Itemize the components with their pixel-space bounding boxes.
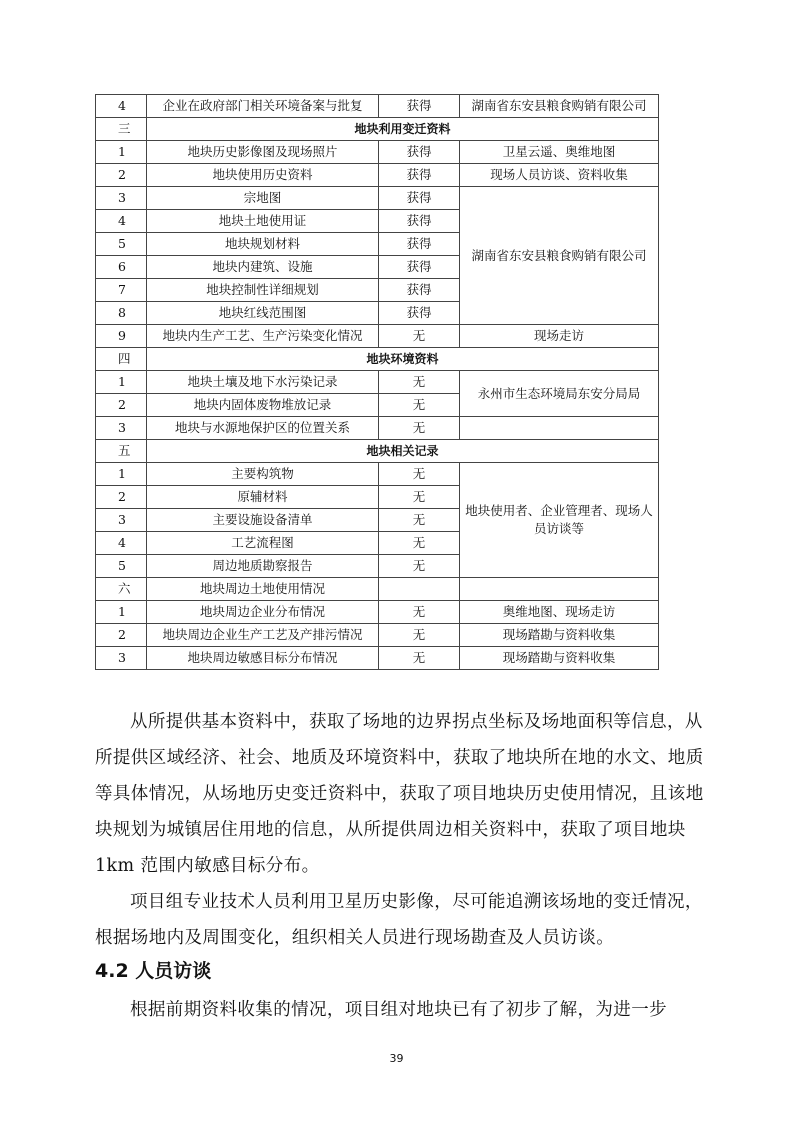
row-source: 现场走访 [460,325,659,348]
row-source: 湖南省东安县粮食购销有限公司 [460,95,659,118]
row-item: 地块与水源地保护区的位置关系 [147,417,379,440]
data-sources-table [95,94,659,670]
row-status: 无 [379,417,460,440]
body-paragraph: 从所提供基本资料中，获取了场地的边界拐点坐标及场地面积等信息，从所提供区域经济、社会、地质及环境资料中，获取了地块所在地的水文、地质等具体情况，从场地历史变迁资料中，获取了项目地块历史使用情况，且该地块规划为城镇居住用地的信息，从所提供周边相关资料中，获取了项目地块 1km 范围内敏感目标分布。 [95,712,704,876]
row-status: 无 [379,394,460,417]
row-number: 2 [96,624,147,647]
row-source: 卫星云遥、奥维地图 [460,141,659,164]
row-item: 工艺流程图 [147,532,379,555]
row-item: 地块内建筑、设施 [147,256,379,279]
row-number: 5 [96,233,147,256]
row-source: 地块使用者、企业管理者、现场人员访谈等 [460,463,659,578]
table-row [96,578,659,601]
row-status: 无 [379,624,460,647]
table-row [96,187,659,210]
row-item: 宗地图 [147,187,379,210]
row-source: 现场踏勘与资料收集 [460,647,659,670]
row-source: 奥维地图、现场走访 [460,601,659,624]
section-title: 地块环境资料 [147,348,659,371]
row-number: 2 [96,164,147,187]
row-item: 主要设施设备清单 [147,509,379,532]
row-number: 3 [96,187,147,210]
body-paragraph: 根据前期资料收集的情况，项目组对地块已有了初步了解，为进一步 [130,1000,667,1020]
row-number: 1 [96,371,147,394]
table-row [96,601,659,624]
row-status: 无 [379,555,460,578]
row-number: 4 [96,95,147,118]
row-item: 地块土地使用证 [147,210,379,233]
row-status: 无 [379,509,460,532]
table-row [96,141,659,164]
row-status: 获得 [379,141,460,164]
row-item: 地块内固体废物堆放记录 [147,394,379,417]
row-item: 地块使用历史资料 [147,164,379,187]
table-row [96,325,659,348]
row-number: 3 [96,647,147,670]
row-item: 地块历史影像图及现场照片 [147,141,379,164]
section-title: 地块利用变迁资料 [147,118,659,141]
row-number: 9 [96,325,147,348]
page-number: 39 [389,1052,404,1065]
row-number: 六 [96,578,147,601]
row-source [460,578,659,601]
row-status: 无 [379,647,460,670]
row-status: 获得 [379,233,460,256]
row-status: 获得 [379,210,460,233]
row-item: 地块周边企业分布情况 [147,601,379,624]
row-source: 湖南省东安县粮食购销有限公司 [460,187,659,325]
table-row [96,463,659,486]
row-number: 2 [96,486,147,509]
row-number: 3 [96,509,147,532]
row-number: 7 [96,279,147,302]
section-number: 五 [96,440,147,463]
row-source: 现场人员访谈、资料收集 [460,164,659,187]
section-row [96,348,659,371]
section-heading: 4.2 人员访谈 [95,960,212,982]
row-item: 地块内生产工艺、生产污染变化情况 [147,325,379,348]
table-row [96,417,659,440]
body-paragraph: 项目组专业技术人员利用卫星历史影像，尽可能追溯该场地的变迁情况，根据场地内及周围变化，组织相关人员进行现场勘查及人员访谈。 [95,892,703,948]
row-status: 无 [379,486,460,509]
row-number: 6 [96,256,147,279]
row-number: 3 [96,417,147,440]
row-item: 地块规划材料 [147,233,379,256]
row-item: 地块周边敏感目标分布情况 [147,647,379,670]
row-status: 获得 [379,95,460,118]
row-status [379,578,460,601]
section-number: 四 [96,348,147,371]
row-status: 无 [379,325,460,348]
row-item: 地块周边企业生产工艺及产排污情况 [147,624,379,647]
row-status: 无 [379,371,460,394]
row-item: 周边地质勘察报告 [147,555,379,578]
table-row [96,647,659,670]
row-status: 获得 [379,256,460,279]
row-item: 企业在政府部门相关环境备案与批复 [147,95,379,118]
section-row [96,118,659,141]
row-item: 地块红线范围图 [147,302,379,325]
row-number: 4 [96,210,147,233]
table-row [96,371,659,394]
row-number: 4 [96,532,147,555]
row-source: 永州市生态环境局东安分局局 [460,371,659,417]
row-source [460,417,659,440]
row-number: 5 [96,555,147,578]
row-number: 8 [96,302,147,325]
section-row [96,440,659,463]
row-status: 获得 [379,187,460,210]
row-item: 主要构筑物 [147,463,379,486]
row-number: 1 [96,601,147,624]
row-number: 2 [96,394,147,417]
row-number: 1 [96,141,147,164]
row-status: 无 [379,601,460,624]
row-status: 获得 [379,164,460,187]
row-item: 地块控制性详细规划 [147,279,379,302]
row-item: 地块土壤及地下水污染记录 [147,371,379,394]
row-status: 无 [379,532,460,555]
table-row [96,624,659,647]
row-status: 获得 [379,279,460,302]
table-row [96,95,659,118]
row-source: 现场踏勘与资料收集 [460,624,659,647]
row-item: 原辅材料 [147,486,379,509]
section-number: 三 [96,118,147,141]
row-number: 1 [96,463,147,486]
row-status: 获得 [379,302,460,325]
table-row [96,164,659,187]
row-item: 地块周边土地使用情况 [147,578,379,601]
row-status: 无 [379,463,460,486]
section-title: 地块相关记录 [147,440,659,463]
